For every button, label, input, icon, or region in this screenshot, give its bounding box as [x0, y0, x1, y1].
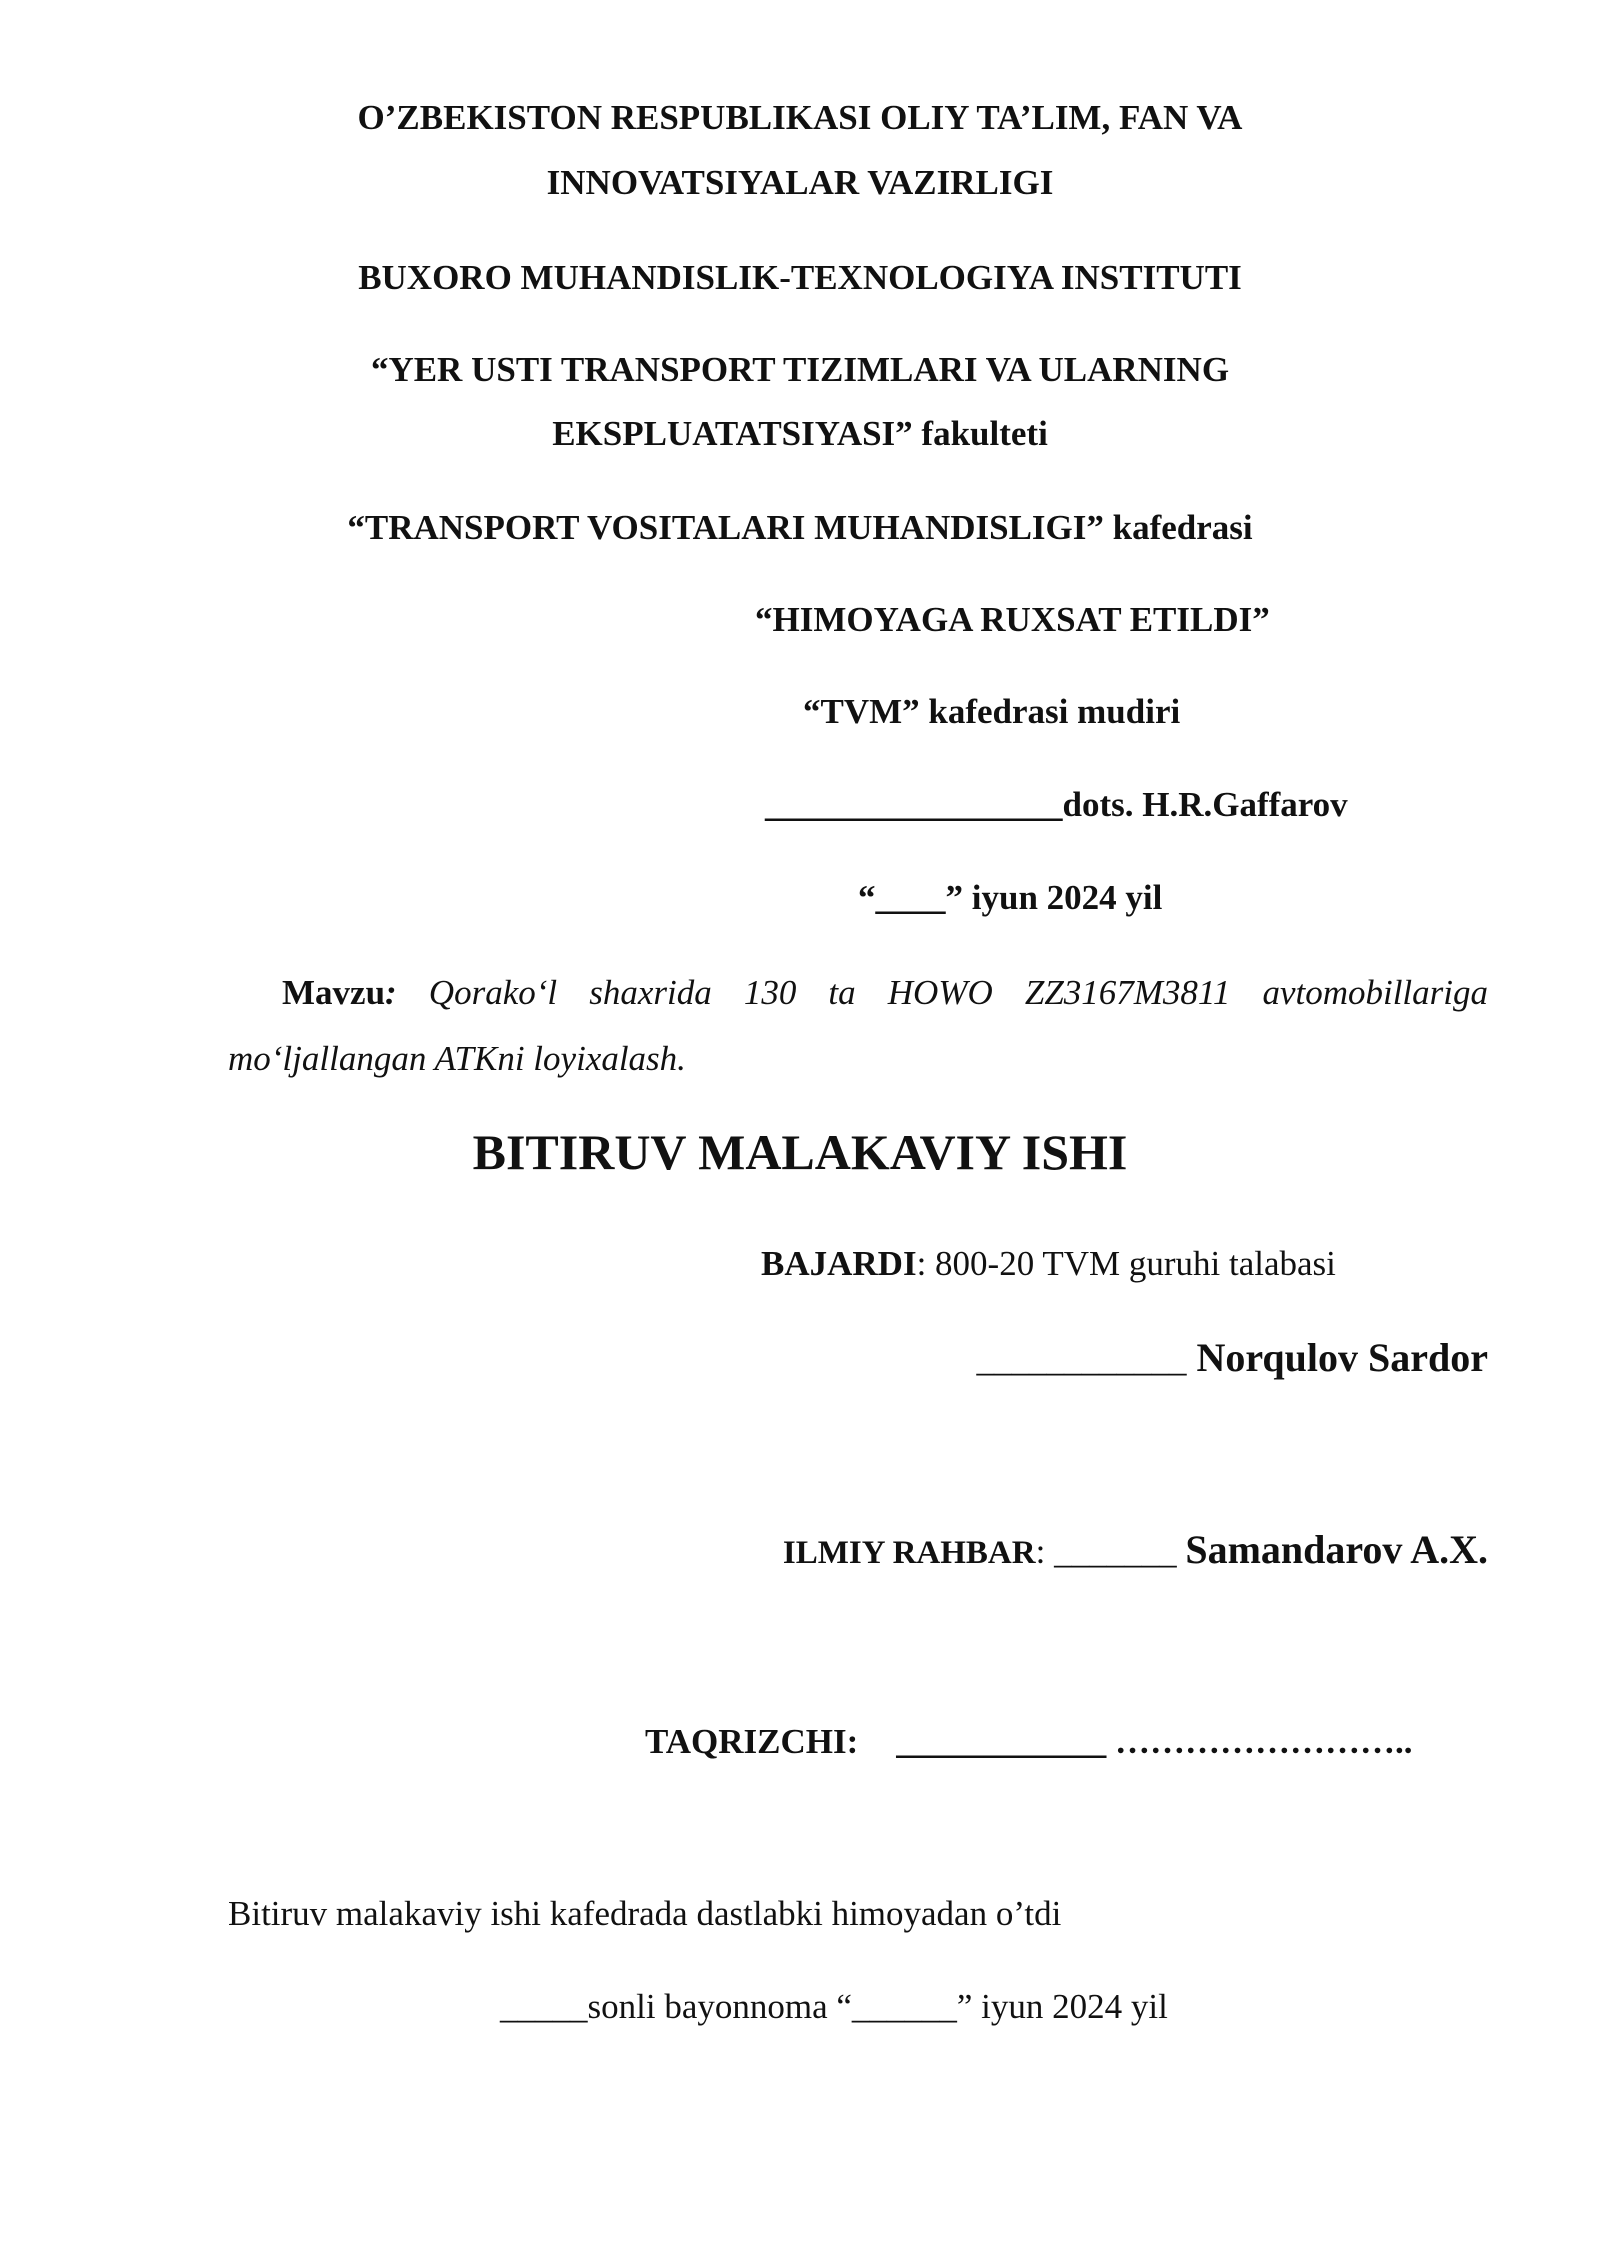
reviewer-signature-blank: ____________ — [896, 1722, 1107, 1761]
topic-text-line2: mo‘ljallangan ATKni loyixalash. — [228, 1039, 686, 1078]
topic-text-line1: Qorako‘l shaxrida 130 ta HOWO ZZ3167M3811 avtomobillariga — [396, 973, 1488, 1012]
approval-title: “HIMOYAGA RUXSAT ETILDI” — [755, 600, 1270, 639]
topic-colon: : — [385, 973, 397, 1012]
department-name: “TRANSPORT VOSITALARI MUHANDISLIGI” kafedrasi — [347, 508, 1253, 547]
preliminary-defense-text: Bitiruv malakaviy ishi kafedrada dastlabki himoyadan o’tdi — [228, 1894, 1062, 1933]
institute-name: BUXORO MUHANDISLIK-TEXNOLOGIYA INSTITUTI — [358, 258, 1242, 297]
performer-group: : 800-20 TVM guruhi talabasi — [916, 1244, 1336, 1283]
protocol-text: _____sonli bayonnoma “______” iyun 2024 yil — [500, 1987, 1168, 2026]
approval-head-title: “TVM” kafedrasi mudiri — [803, 692, 1181, 731]
approval-signature-line — [765, 783, 1348, 827]
ministry-name-line1: O’ZBEKISTON RESPUBLIKASI OLIY TA’LIM, FAN VA — [357, 98, 1243, 137]
faculty-name-line1: “YER USTI TRANSPORT TIZIMLARI VA ULARNING — [370, 350, 1230, 389]
faculty-name-line2: EKSPLUATATSIYASI” fakulteti — [552, 414, 1048, 453]
topic-label: Mavzu — [282, 973, 386, 1012]
student-name: Norqulov Sardor — [1196, 1335, 1488, 1380]
student-signature-line — [976, 1336, 1488, 1382]
approval-date: “____” iyun 2024 yil — [858, 878, 1163, 917]
reviewer-line — [645, 1720, 1413, 1764]
advisor-line — [783, 1528, 1488, 1575]
document-title: BITIRUV MALAKAVIY ISHI — [472, 1124, 1128, 1180]
topic-block — [228, 960, 1488, 1092]
student-signature-blank: ____________ — [976, 1340, 1187, 1379]
advisor-label: ILMIY RAHBAR — [782, 1535, 1036, 1571]
topic-line1 — [228, 960, 1488, 1026]
advisor-name: Samandarov A.X. — [1185, 1527, 1488, 1572]
ministry-name-line2: INNOVATSIYALAR VAZIRLIGI — [546, 163, 1054, 202]
advisor-colon: : — [1035, 1532, 1055, 1571]
performer-line — [761, 1242, 1336, 1286]
advisor-signature-blank: _______ — [1054, 1532, 1177, 1571]
approval-signature-blank: _________________ — [765, 785, 1063, 824]
performer-label: BAJARDI — [761, 1244, 917, 1283]
reviewer-name-placeholder: …………………….. — [1115, 1722, 1413, 1761]
reviewer-label: TAQRIZCHI: — [645, 1722, 859, 1761]
approval-signatory: dots. H.R.Gaffarov — [1062, 785, 1348, 824]
